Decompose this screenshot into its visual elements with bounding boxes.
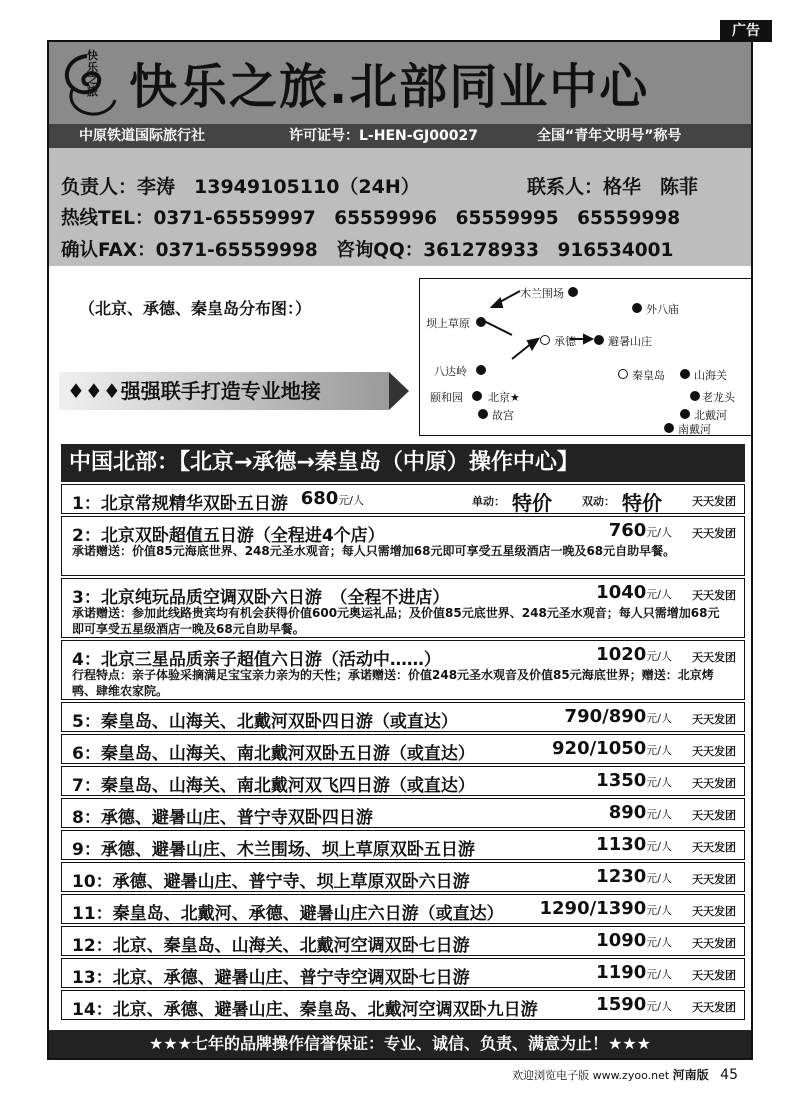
route-name: 4：北京三星品质亲子超值六日游（活动中……） — [72, 650, 441, 670]
price-unit: 元/人 — [646, 776, 672, 789]
route-row — [61, 640, 745, 700]
daily-departure: 天天发团 — [692, 713, 736, 726]
arrow-right-icon — [389, 372, 409, 410]
daily-departure: 天天发团 — [692, 937, 736, 950]
license-number: 许可证号：L-HEN-GJ00027 — [289, 128, 478, 144]
slogan-text: ♦♦♦强强联手打造专业地接 — [67, 379, 321, 403]
map-point — [476, 365, 486, 375]
route-price — [596, 994, 672, 1015]
map-label: 北戴河 — [694, 409, 727, 422]
route-note: 行程特点：亲子体验采摘满足宝宝亲力亲为的天性；承诺赠送：价值248元圣水观音及价值85元海底世界；赠送：北京烤鸭、肆维农家院。 — [72, 668, 714, 698]
price-value: 890 — [608, 802, 647, 823]
price-unit: 元/人 — [646, 808, 672, 821]
price-value: 760 — [608, 520, 647, 541]
price-unit: 元/人 — [646, 840, 672, 853]
route-name: 11：秦皇岛、北戴河、承德、避暑山庄六日游（或直达） — [72, 904, 504, 924]
price-unit: 元/人 — [646, 712, 672, 725]
route-price — [596, 866, 672, 887]
price-unit: 元/人 — [646, 588, 672, 601]
daily-departure: 天天发团 — [692, 527, 736, 540]
map-point — [664, 423, 674, 433]
route-name: 7：秦皇岛、山海关、南北戴河双飞四日游（或直达） — [72, 776, 475, 796]
route-price — [552, 738, 672, 759]
route-name: 1：北京常规精华双卧五日游 — [72, 494, 288, 514]
route-price — [565, 706, 672, 727]
route-row — [61, 734, 745, 764]
operations-center-heading: 中国北部：【北京→承德→秦皇岛（中原）操作中心】 — [61, 444, 745, 482]
price-value: 1190 — [596, 962, 647, 983]
map-label: 避暑山庄 — [608, 335, 652, 348]
slogan-banner — [59, 372, 409, 410]
map-label: 山海关 — [694, 369, 727, 382]
map-point — [680, 409, 690, 419]
brand-guarantee-footer: ★★★七年的品牌操作信誉保证：专业、诚信、负责、满意为止！★★★ — [49, 1030, 751, 1058]
route-row — [61, 830, 745, 860]
map-label: 老龙头 — [702, 391, 735, 404]
map-point — [632, 303, 642, 313]
route-row — [61, 862, 745, 892]
route-row — [61, 958, 745, 988]
price-unit: 元/人 — [646, 526, 672, 539]
price-value: 1090 — [596, 930, 647, 951]
page-footer — [512, 1066, 738, 1083]
route-list — [61, 484, 745, 1022]
map-point — [472, 391, 482, 401]
daily-departure: 天天发团 — [692, 589, 736, 602]
daily-departure: 天天发团 — [692, 651, 736, 664]
daily-departure: 天天发团 — [692, 905, 736, 918]
map-point — [618, 369, 628, 379]
price-unit: 元/人 — [646, 872, 672, 885]
daily-departure: 天天发团 — [692, 841, 736, 854]
route-row — [61, 926, 745, 956]
distribution-map — [419, 278, 753, 436]
price-value: 1350 — [596, 770, 647, 791]
ad-tag: 广告 — [720, 20, 772, 42]
map-caption: （北京、承德、秦皇岛分布图：） — [79, 299, 312, 318]
route-row — [61, 516, 745, 576]
price-value: 1020 — [596, 644, 647, 665]
route-price — [596, 962, 672, 983]
route-price — [596, 834, 672, 855]
price-unit: 元/人 — [646, 1000, 672, 1013]
price-unit: 元/人 — [646, 904, 672, 917]
special-price: 特价 — [622, 491, 662, 515]
manager-line: 负责人：李涛 13949105110（24H） — [61, 176, 420, 198]
route-price — [596, 930, 672, 951]
advert-frame — [47, 40, 753, 1060]
map-point — [568, 287, 578, 297]
price-value: 1230 — [596, 866, 647, 887]
map-point — [594, 335, 604, 345]
fax-qq-line: 确认FAX：0371-65559998 咨询QQ：361278933 916534001 — [61, 240, 674, 261]
special-price: 双动： — [582, 495, 615, 508]
map-label: 八达岭 — [434, 365, 467, 378]
map-label: 颐和园 — [430, 391, 463, 404]
route-name: 8：承德、避暑山庄、普宁寺双卧四日游 — [72, 808, 373, 828]
daily-departure: 天天发团 — [692, 873, 736, 886]
map-point — [540, 335, 550, 345]
price-value: 680 — [300, 488, 339, 509]
contact-block — [49, 148, 751, 266]
route-name: 5：秦皇岛、山海关、北戴河双卧四日游（或直达） — [72, 712, 458, 732]
price-value: 790/890 — [564, 706, 647, 727]
price-value: 1130 — [596, 834, 647, 855]
route-price — [540, 898, 673, 919]
map-label: 木兰围场 — [520, 287, 564, 300]
price-unit: 元/人 — [338, 494, 364, 507]
price-unit: 元/人 — [646, 936, 672, 949]
route-row — [61, 766, 745, 796]
daily-departure: 天天发团 — [692, 777, 736, 790]
route-note: 承诺赠送：价值85元海底世界、248元圣水观音；每人只需增加68元即可享受五星级酒店一晚及68元自助早餐。 — [72, 544, 676, 558]
route-price — [596, 770, 672, 791]
price-value: 920/1050 — [552, 738, 647, 759]
route-name: 13：北京、承德、避暑山庄、普宁寺空调双卧七日游 — [72, 968, 470, 988]
daily-departure: 天天发团 — [692, 969, 736, 982]
daily-departure: 天天发团 — [692, 809, 736, 822]
daily-departure: 天天发团 — [692, 495, 736, 508]
map-label: 故宫 — [492, 409, 514, 422]
route-name: 3：北京纯玩品质空调双卧六日游 （全程不进店） — [72, 588, 450, 608]
route-row — [61, 702, 745, 732]
route-name: 10：承德、避暑山庄、普宁寺、坝上草原双卧六日游 — [72, 872, 470, 892]
agency-strip — [49, 124, 751, 148]
price-unit: 元/人 — [646, 968, 672, 981]
route-name: 2：北京双卧超值五日游（全程进4个店） — [72, 526, 385, 546]
route-name: 6：秦皇岛、山海关、南北戴河双卧五日游（或直达） — [72, 744, 475, 764]
map-label: 承德 — [554, 335, 576, 348]
price-unit: 元/人 — [646, 650, 672, 663]
special-price: 特价 — [512, 491, 552, 515]
map-label: 南戴河 — [678, 423, 711, 436]
map-point — [680, 369, 690, 379]
route-price — [609, 520, 672, 541]
map-label: 坝上草原 — [426, 317, 470, 330]
page-title: 快乐之旅.北部同业中心 — [129, 59, 650, 115]
map-point — [478, 409, 488, 419]
route-price — [596, 582, 672, 603]
map-point — [690, 391, 700, 401]
price-unit: 元/人 — [646, 744, 672, 757]
route-price — [609, 802, 672, 823]
page-number: 45 — [720, 1067, 738, 1083]
map-label: 秦皇岛 — [632, 369, 665, 382]
route-row — [61, 894, 745, 924]
price-value: 1590 — [596, 994, 647, 1015]
agency-name: 中原铁道国际旅行社 — [79, 128, 205, 144]
route-name: 9：承德、避暑山庄、木兰围场、坝上草原双卧五日游 — [72, 840, 475, 860]
route-name: 14：北京、承德、避暑山庄、秦皇岛、北戴河空调双卧九日游 — [72, 1000, 538, 1020]
logo-text: 快乐之旅 — [87, 49, 98, 98]
header-banner — [49, 42, 751, 124]
price-value: 1290/1390 — [539, 898, 647, 919]
route-row — [61, 990, 745, 1020]
price-value: 1040 — [596, 582, 647, 603]
map-label: 外八庙 — [646, 303, 679, 316]
route-row — [61, 578, 745, 638]
route-row — [61, 484, 745, 514]
route-name: 12：北京、秦皇岛、山海关、北戴河空调双卧七日游 — [72, 936, 470, 956]
liaison-line: 联系人：格华 陈菲 — [527, 176, 699, 198]
route-price — [596, 644, 672, 665]
daily-departure: 天天发团 — [692, 745, 736, 758]
daily-departure: 天天发团 — [692, 1001, 736, 1014]
special-price: 单动： — [472, 495, 505, 508]
honor-title: 全国“青年文明号”称号 — [537, 128, 682, 144]
map-point — [476, 317, 486, 327]
route-row — [61, 798, 745, 828]
route-note: 承诺赠送：参加此线路贵宾均有机会获得价值600元奥运礼品；及价值85元底世界、248元圣水观音；每人只需增加68元即可享受五星级酒店一晚及68元自助早餐。 — [72, 606, 720, 636]
hotline-line: 热线TEL：0371-65559997 65559996 65559995 65559998 — [61, 208, 681, 229]
route-price — [301, 488, 364, 509]
edition-label: 河南版 — [672, 1068, 709, 1082]
welcome-text: 欢迎浏览电子版 — [512, 1069, 590, 1082]
map-label: 北京★ — [488, 391, 520, 404]
site-link[interactable]: www.zyoo.net — [592, 1069, 670, 1082]
